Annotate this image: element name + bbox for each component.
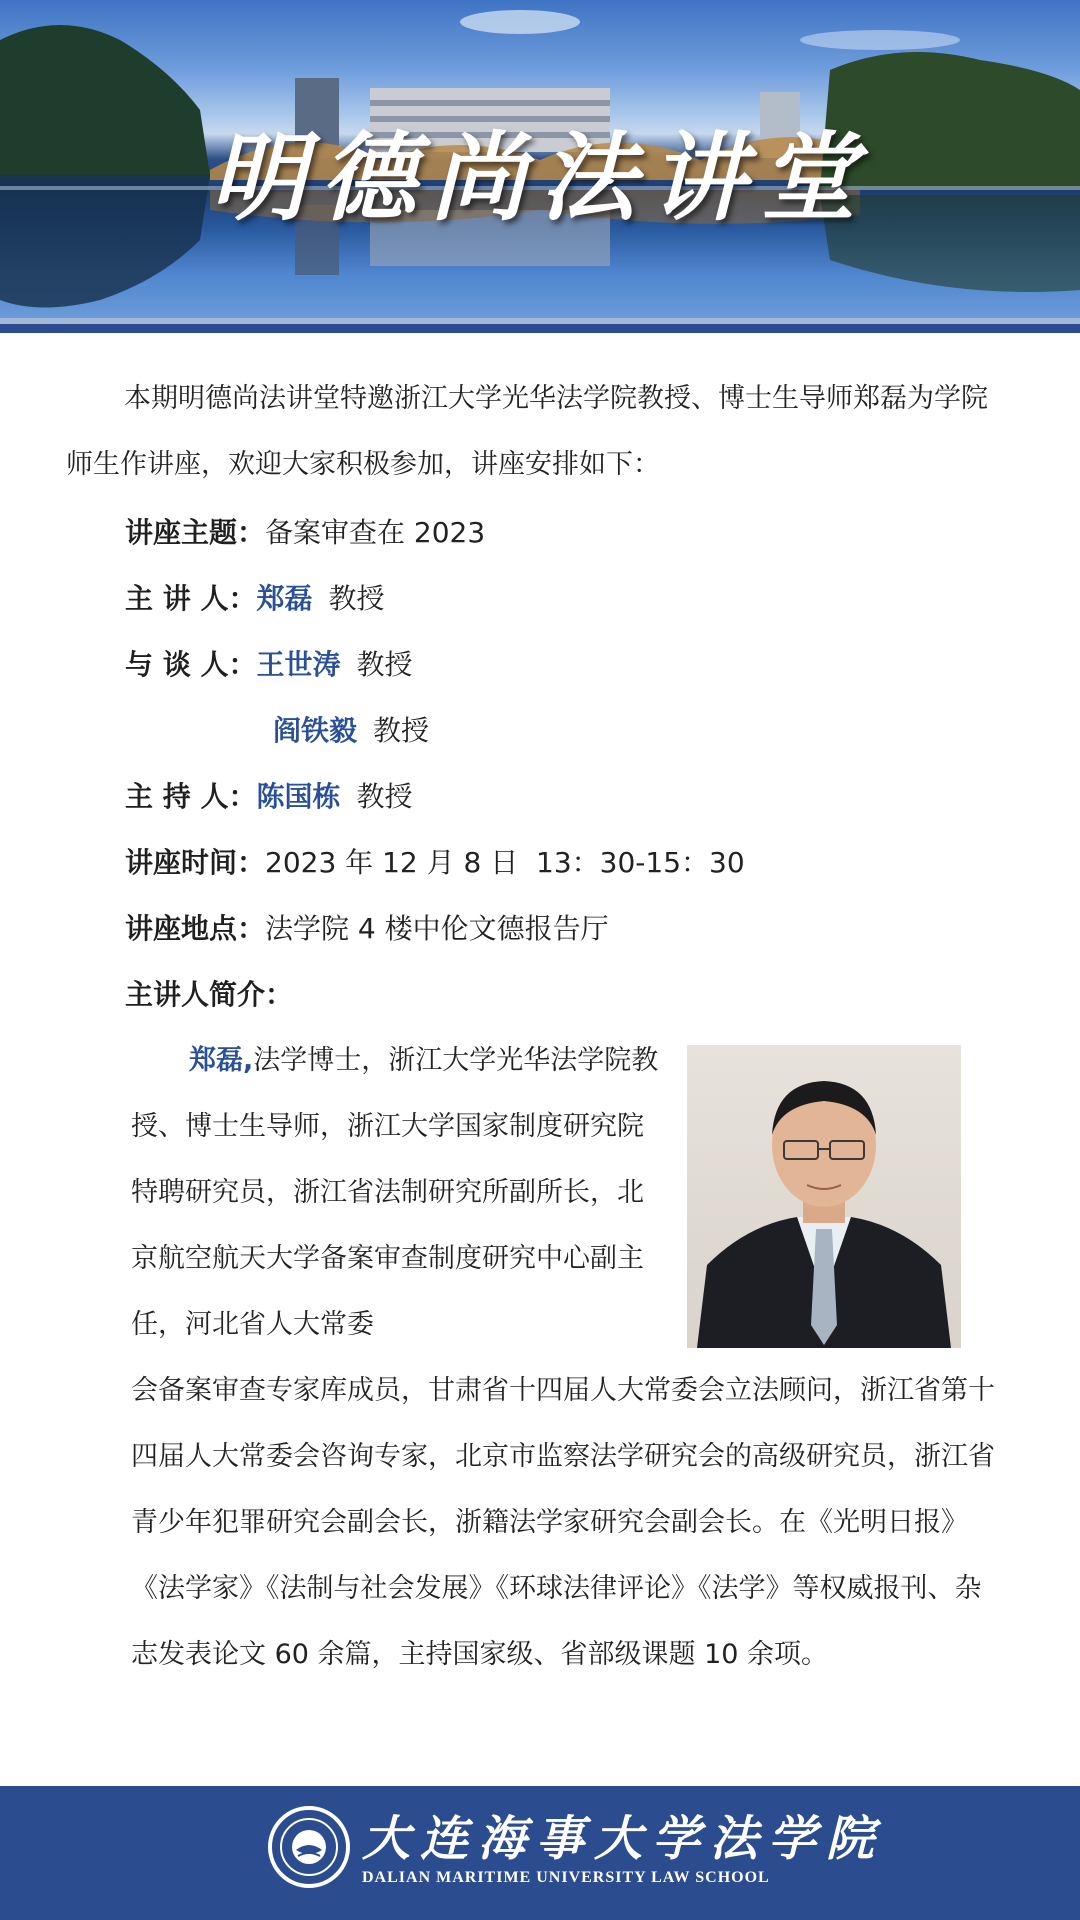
divider-dark [0, 324, 1080, 333]
speaker-photo [687, 1045, 961, 1348]
host-label: 主 持 人： [125, 780, 257, 813]
discussant2-row [273, 711, 429, 751]
school-name-english: DALIAN MARITIME UNIVERSITY LAW SCHOOL [362, 1869, 770, 1886]
footer-bar [0, 1786, 1080, 1920]
venue-label: 讲座地点： [125, 912, 266, 945]
bio-text-part1: 法学博士，浙江大学光华法学院教授、博士生导师，浙江大学国家制度研究院特聘研究员，浙江省法制研究所副所长，北京航空航天大学备案审查制度研究中心副主任，河北省人大常委 [131, 1045, 659, 1340]
topic-row [125, 513, 485, 553]
bio-name: 郑磊, [189, 1045, 254, 1076]
time-row [125, 843, 745, 883]
bio-label: 主讲人简介： [125, 978, 294, 1011]
bio-heading-row [125, 975, 293, 1015]
venue-value: 法学院 4 楼中伦文德报告厅 [265, 912, 609, 945]
discussant2-title: 教授 [373, 714, 430, 747]
speaker-title: 教授 [328, 582, 385, 615]
time-value: 2023 年 12 月 8 日 13：30-15：30 [265, 846, 745, 879]
discussant1-name: 王世涛 [256, 648, 341, 681]
venue-row [125, 909, 609, 949]
intro-paragraph: 本期明德尚法讲堂特邀浙江大学光华法学院教授、博士生导师郑磊为学院师生作讲座，欢迎大家积极参加，讲座安排如下： [66, 383, 988, 480]
time-label: 讲座时间： [125, 846, 266, 879]
discussant-row [125, 645, 413, 685]
discussant2-name: 阎铁毅 [273, 714, 358, 747]
host-row [125, 777, 413, 817]
host-title: 教授 [356, 780, 413, 813]
portrait-image [687, 1045, 961, 1348]
header-banner [0, 0, 1080, 318]
speaker-label: 主 讲 人： [125, 582, 257, 615]
banner-title: 明德尚法讲堂 [210, 121, 870, 234]
school-name-chinese: 大连海事大学法学院 [362, 1811, 885, 1867]
bio-text-bottom: 会备案审查专家库成员，甘肃省十四届人大常委会立法顾问，浙江省第十四届人大常委会咨询专家，北京市监察法学研究会的高级研究员，浙江省青少年犯罪研究会副会长，浙籍法学家研究会副会长。在《光明日报》《法学家》《法制与社会发展》《环球法律评论》《法学》等权威报刊、杂志发表论文 60 余篇，主持国家级、省部级课题 10 余项。 [131, 1375, 995, 1670]
speaker-row [125, 579, 385, 619]
speaker-name: 郑磊 [256, 582, 313, 615]
bio-text-top [131, 1028, 661, 1358]
host-name: 陈国栋 [256, 780, 341, 813]
discussant1-title: 教授 [356, 648, 413, 681]
topic-value: 备案审查在 2023 [265, 516, 486, 549]
university-seal-icon [268, 1806, 350, 1888]
topic-label: 讲座主题： [125, 516, 266, 549]
discussant-label: 与 谈 人： [125, 648, 257, 681]
